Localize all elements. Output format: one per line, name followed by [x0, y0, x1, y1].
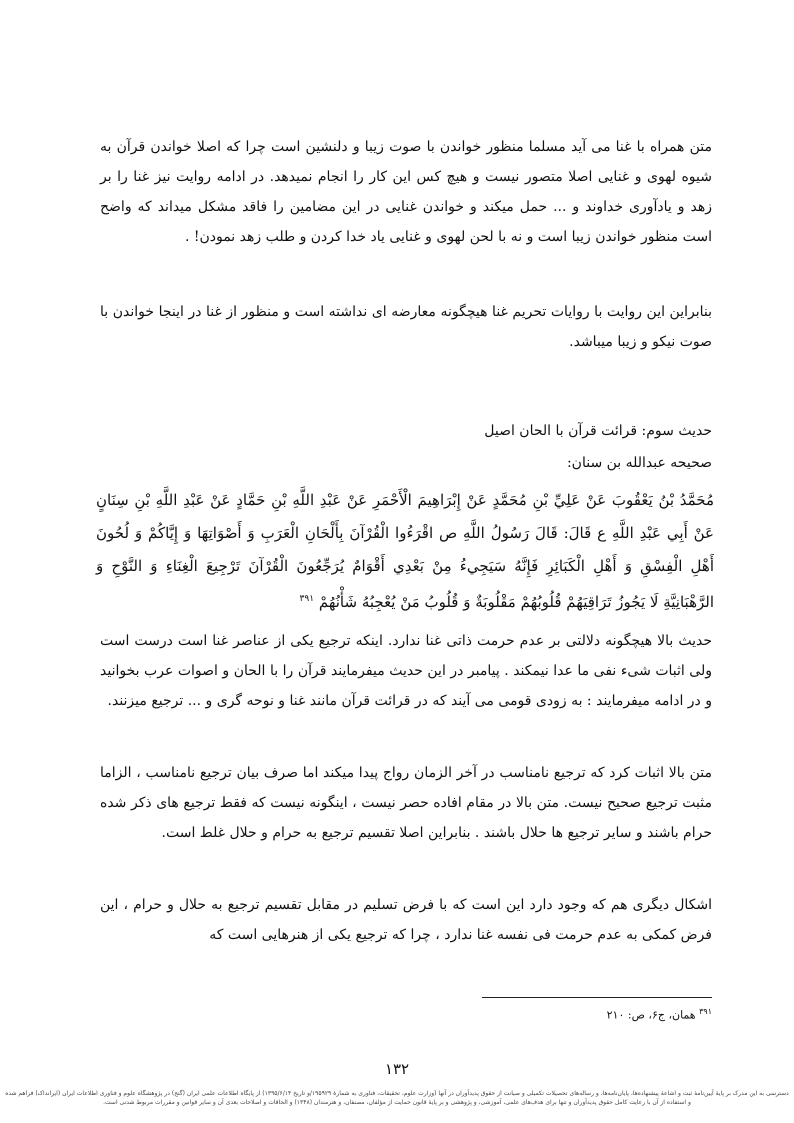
hadith-text-block [96, 484, 714, 619]
paragraph-2: بنابراین این روایت با روایات تحریم غنا هیچگونه معارضه ای نداشته است و منظور از غنا در اینجا خواندن با صوت نیکو و زیبا میباشد. [100, 304, 712, 350]
hadith-text: مُحَمَّدُ بْنُ يَعْقُوبَ عَنْ عَلِيِّ بْنِ مُحَمَّدٍ عَنْ إِبْرَاهِيمَ الْأَحْمَرِ عَنْ عَبْدِ اللَّهِ بْنِ حَمَّادٍ عَنْ عَبْدِ اللَّهِ بْنِ سِنَانٍ عَنْ أَبِي عَبْدِ اللَّهِ ع قَالَ: قَالَ رَسُولُ اللَّهِ ص اقْرَءُوا الْقُرْآنَ بِأَلْحَانِ الْعَرَبِ وَ أَصْوَاتِهَا وَ إِيَّاكُمْ وَ لُحُونَ أَهْلِ الْفِسْقِ وَ أَهْلِ الْكَبَائِرِ فَإِنَّهُ سَيَجِيءُ مِنْ بَعْدِي أَقْوَامٌ يُرَجِّعُونَ الْقُرْآنَ تَرْجِيعَ الْغِنَاءِ وَ النَّوْحِ وَ الرَّهْبَانِيَّةِ لَا يَجُوزُ تَرَاقِيَهُمْ قُلُوبُهُمْ مَقْلُوبَةٌ وَ قُلُوبُ مَنْ يُعْجِبُهُ شَأْنُهُمْ [96, 491, 714, 611]
footnote [607, 1004, 712, 1024]
narration-heading: صحیحه عبدالله بن سنان: [566, 455, 712, 471]
footnote-divider [482, 997, 712, 998]
footnote-text: همان، ج۶، ص: ۲۱۰ [606, 1008, 696, 1022]
page-number: ۱۳۲ [384, 1060, 410, 1078]
legal-notice: دسترسی به این مدرک بر پایهٔ آیین‌نامهٔ ثبت و اشاعهٔ پیشنهاده‌ها، پایان‌نامه‌ها، و رساله‌های تحصیلات تکمیلی و صیانت از حقوق پدیدآوران در آنها (وزارت علوم، تحقیقات، فناوری به شمارهٔ ۱۹۵۹۲۹/و تاریخ ۱۳۹۵/۶/۱۴) از پایگاه اطلاعات علمی ایران (گنج) در پژوهشگاه علوم و فناوری اطلاعات ایران (ایرانداک) فراهم شده و استفاده از آن با رعایت کامل حقوق پدیدآوران و تنها برای هدف‌های علمی، آموزشی، و پژوهشی و بر پایهٔ قانون حمایت از مؤلفان، مصنفان، و هنرمندان (۱۳۴۸) و الحاقات و اصلاحات بعدی آن و سایر قوانین و مقررات مربوط شدنی است. [5, 1090, 789, 1106]
hadith-heading: حدیث سوم: قرائت قرآن با الحان اصیل [484, 423, 712, 439]
paragraph-1: متن همراه با غنا می آید مسلما منظور خواندن با صوت زیبا و دلنشین است چرا که اصلا خواندن قرآن به شیوه لهوی و غنایی اصلا متصور نیست و هیچ کس این کار را انجام نمیدهد. در ادامه روایت نیز غنا را بر زهد و یادآوری خداوند و ... حمل میکند و خواندن غنایی در این مضامین را فاقد مشکل میداند که واضح است منظور خواندن زیبا است و نه با لحن لهوی و غنایی یاد خدا کردن و طلب زهد نمودن! . [100, 139, 712, 245]
paragraph-4: متن بالا اثبات کرد که ترجیع نامناسب در آخر الزمان رواج پیدا میکند اما صرف بیان ترجیع نامناسب ، الزاما مثبت ترجیع صحیح نیست. متن بالا در مقام افاده حصر نیست ، اینگونه نیست که فقط ترجیع های ذکر شده حرام باشند و سایر ترجیع ها حلال باشند . بنابراین اصلا تقسیم ترجیع به حرام و حلال غلط است. [100, 765, 712, 841]
paragraph-3: حدیث بالا هیچگونه دلالتی بر عدم حرمت ذاتی غنا ندارد. اینکه ترجیع یکی از عناصر غنا است درست است ولی اثبات شیء نفی ما عدا نیمکند . پیامبر در این حدیث میفرمایند قرآن را با الحان و اصوات عرب بخوانید و در ادامه میفرمایند : به زودی قومی می آیند که در قرائت قرآن مانند غنا و نوحه گری و ... ترجیع میزنند. [100, 633, 712, 709]
footnote-number: ۳۹۱ [699, 1007, 712, 1016]
footnote-reference[interactable]: ۳۹۱ [299, 594, 315, 604]
paragraph-5: اشکال دیگری هم که وجود دارد این است که با فرض تسلیم در مقابل تقسیم ترجیع به حلال و حرام ، این فرض کمکی به عدم حرمت فی نفسه غنا ندارد ، چرا که ترجیع یکی از هنرهایی است که [100, 897, 712, 943]
